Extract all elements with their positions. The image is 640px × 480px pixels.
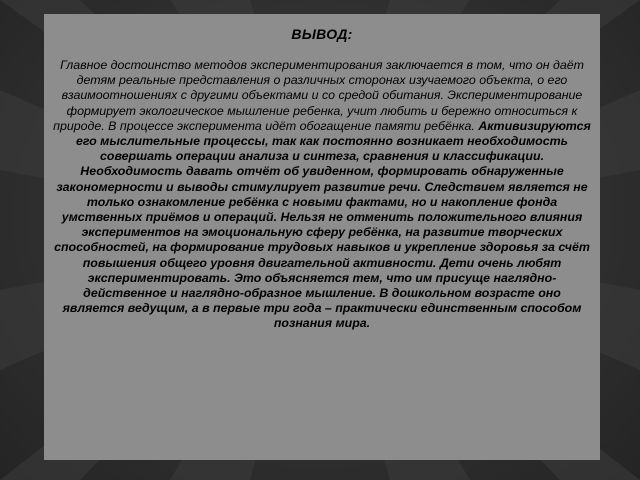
paragraph-regular-text: Главное достоинство методов экспериментирования заключается в том, что он даёт детям реальные представления о различных сторонах изучаемого объекта, о его взаимоотношениях с другими объектами и со средой обитания. Экспериментирование формирует экологическое мышление ребенка, учит любить и бережно относиться к природе. В процессе эксперимента идёт обогащение памяти ребёнка. (53, 58, 584, 133)
paragraph-bold-text: Активизируются его мыслительные процессы, так как постоянно возникает необходимость совершать операции анализа и синтеза, сравнения и классификации. Необходимость давать отчёт об увиденном, формировать обнаруженные закономерности и выводы стимулирует развитие речи. Следствием является не только ознакомление ребёнка с новыми фактами, но и накопление фонда умственных приёмов и операций. Нельзя не отменить положительного влияния экспериментов на эмоциональную сферу ребёнка, на развитие творческих способностей, на формирование трудовых навыков и укрепление здоровья за счёт повышения общего уровня двигательной активности. Дети очень любят экспериментировать. Это объясняется тем, что им присуще наглядно-действенное и наглядно-образное мышление. В дошкольном возрасте оно является ведущим, а в первые три года – практически единственным способом познания мира. (54, 118, 591, 331)
slide-title: ВЫВОД: (291, 26, 353, 42)
conclusion-paragraph (52, 58, 592, 332)
content-panel (44, 14, 600, 460)
